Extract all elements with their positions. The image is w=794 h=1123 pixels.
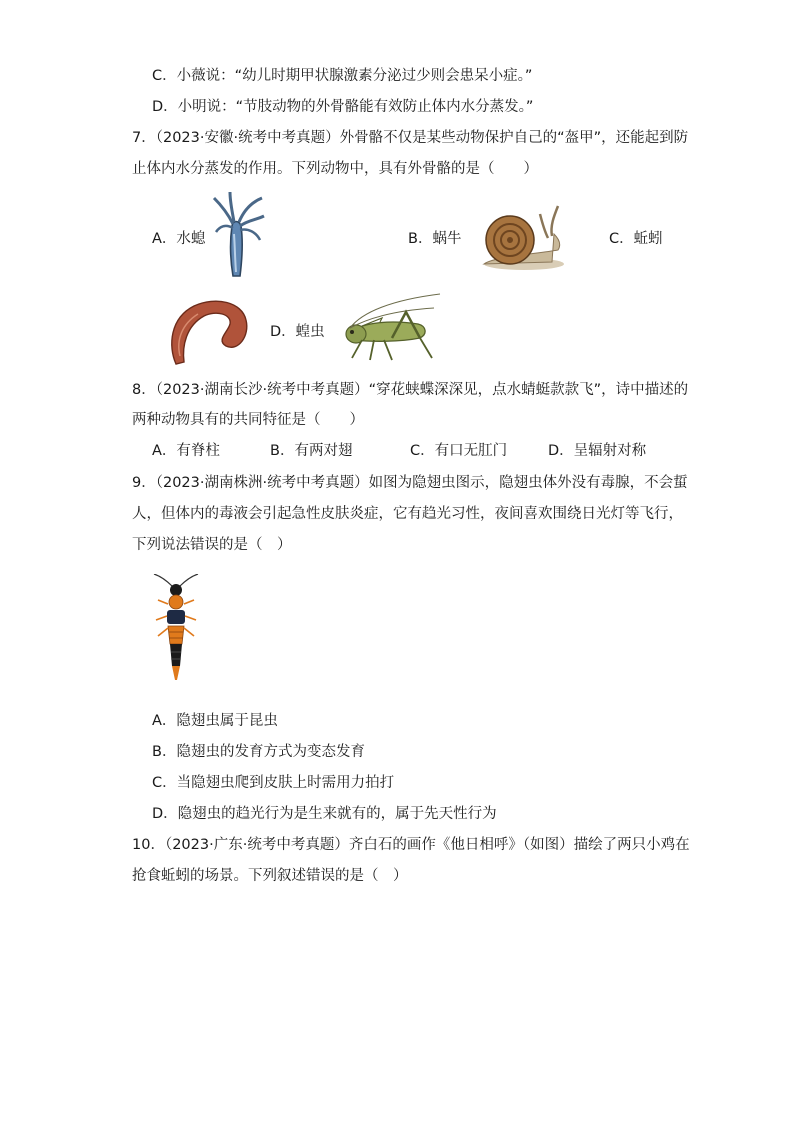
q8-option-a: A．有脊柱 xyxy=(152,443,220,459)
q9-option-c: C．当隐翅虫爬到皮肤上时需用力拍打 xyxy=(152,775,395,791)
q8-stem-line1: 8．（2023·湖南长沙·统考中考真题）“穿花蛱蝶深深见，点水蜻蜓款款飞”，诗中描述的 xyxy=(132,382,689,398)
grasshopper-image xyxy=(322,292,442,366)
q8-option-c: C．有口无肛门 xyxy=(410,443,508,459)
q6-option-d: D．小明说：“节肢动物的外骨骼能有效防止体内水分蒸发。” xyxy=(152,99,534,115)
q9-stem-line2: 人，但体内的毒液会引起急性皮肤炎症，它有趋光习性，夜间喜欢围绕日光灯等飞行， xyxy=(132,506,683,522)
q7-option-b: B．蜗牛 xyxy=(408,231,462,247)
rove-beetle-image xyxy=(150,574,202,684)
q10-stem-line2: 抢食蚯蚓的场景。下列叙述错误的是（ ） xyxy=(132,868,408,884)
hydra-image xyxy=(206,188,268,280)
q7-stem-line1: 7．（2023·安徽·统考中考真题）外骨骼不仅是某些动物保护自己的“盔甲”，还能起到防 xyxy=(132,130,689,146)
q6-option-c: C．小薇说：“幼儿时期甲状腺激素分泌过少则会患呆小症。” xyxy=(152,68,533,84)
q10-stem-line1: 10．（2023·广东·统考中考真题）齐白石的画作《他日相呼》（如图）描绘了两只小鸡在 xyxy=(132,837,690,853)
q8-option-d: D．呈辐射对称 xyxy=(548,443,647,459)
q8-option-b: B．有两对翅 xyxy=(270,443,353,459)
q7-option-c: C．蚯蚓 xyxy=(609,231,663,247)
q7-option-a: A．水螅 xyxy=(152,231,206,247)
q9-stem-line3: 下列说法错误的是（ ） xyxy=(132,537,292,553)
q7-stem-line2: 止体内水分蒸发的作用。下列动物中，具有外骨骼的是（ ） xyxy=(132,161,538,177)
earthworm-image xyxy=(164,296,252,368)
q9-option-a: A．隐翅虫属于昆虫 xyxy=(152,713,278,729)
q9-option-b: B．隐翅虫的发育方式为变态发育 xyxy=(152,744,365,760)
q9-stem-line1: 9．（2023·湖南株洲·统考中考真题）如图为隐翅虫图示，隐翅虫体外没有毒腺，不会蜇 xyxy=(132,475,688,491)
q8-stem-line2: 两种动物具有的共同特征是（ ） xyxy=(132,412,364,428)
q9-option-d: D．隐翅虫的趋光行为是生来就有的，属于先天性行为 xyxy=(152,806,497,822)
snail-image xyxy=(466,204,566,272)
q7-option-d: D．蝗虫 xyxy=(270,324,325,340)
